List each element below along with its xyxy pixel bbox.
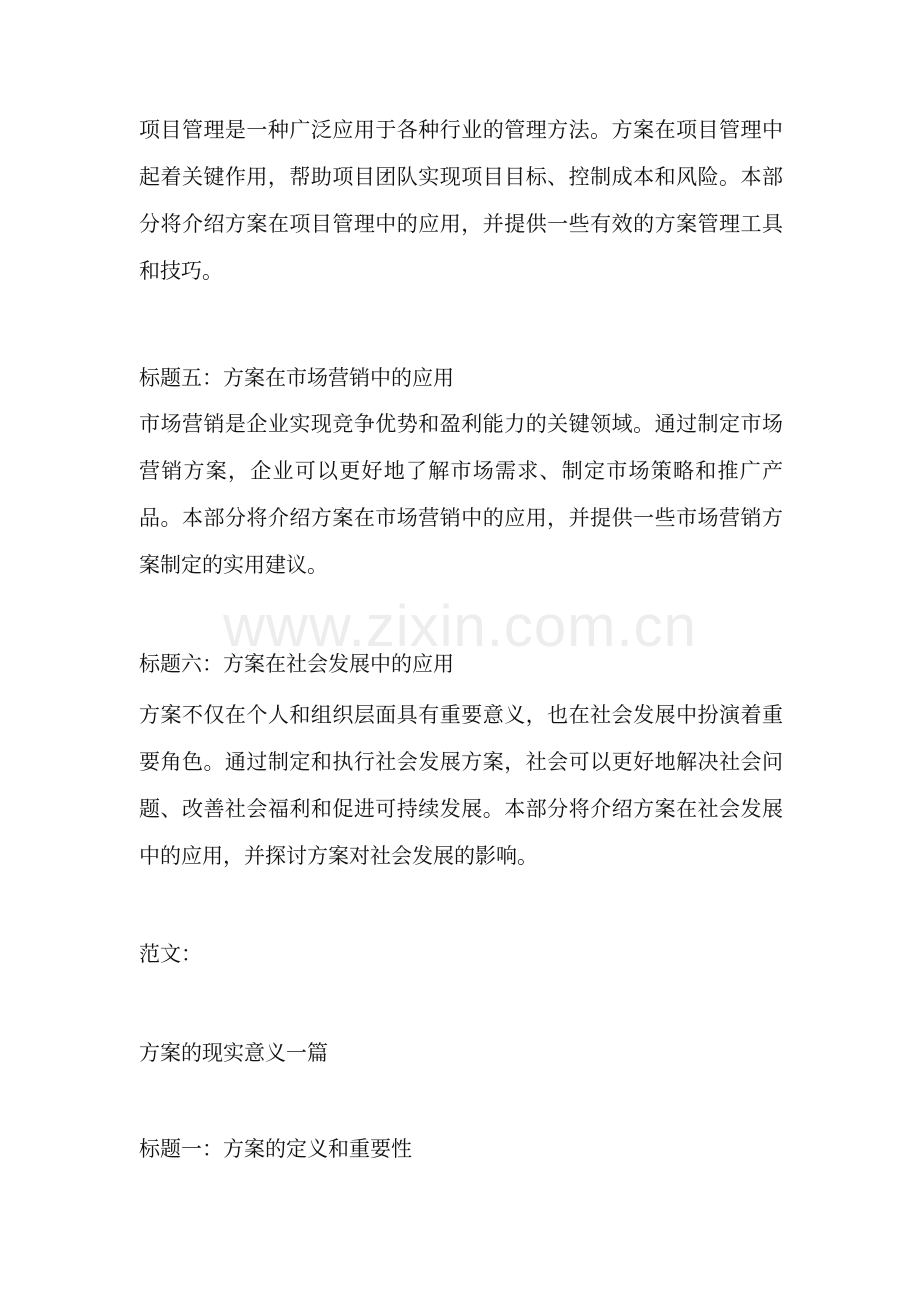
sample-label: 范文：: [139, 942, 202, 966]
section-heading-6: 标题六：方案在社会发展中的应用: [139, 652, 454, 676]
paragraph-project-management: 项目管理是一种广泛应用于各种行业的管理方法。方案在项目管理中起着关键作用，帮助项目团队实现项目目标、控制成本和风险。本部分将介绍方案在项目管理中的应用，并提供一些有效的方案管理工具和技巧。: [139, 118, 783, 283]
paragraph-social-development: 方案不仅在个人和组织层面具有重要意义，也在社会发展中扮演着重要角色。通过制定和执行社会发展方案，社会可以更好地解决社会问题、改善社会福利和促进可持续发展。本部分将介绍方案在社会发展中的应用，并探讨方案对社会发展的影响。: [139, 703, 783, 868]
sample-title: 方案的现实意义一篇: [139, 1041, 328, 1065]
paragraph-marketing: 市场营销是企业实现竞争优势和盈利能力的关键领域。通过制定市场营销方案，企业可以更好地了解市场需求、制定市场策略和推广产品。本部分将介绍方案在市场营销中的应用，并提供一些市场营销方案制定的实用建议。: [139, 412, 783, 577]
section-heading-1: 标题一：方案的定义和重要性: [139, 1137, 412, 1161]
section-heading-5: 标题五：方案在市场营销中的应用: [139, 366, 454, 390]
watermark: www.zixin.com.cn: [223, 594, 697, 659]
